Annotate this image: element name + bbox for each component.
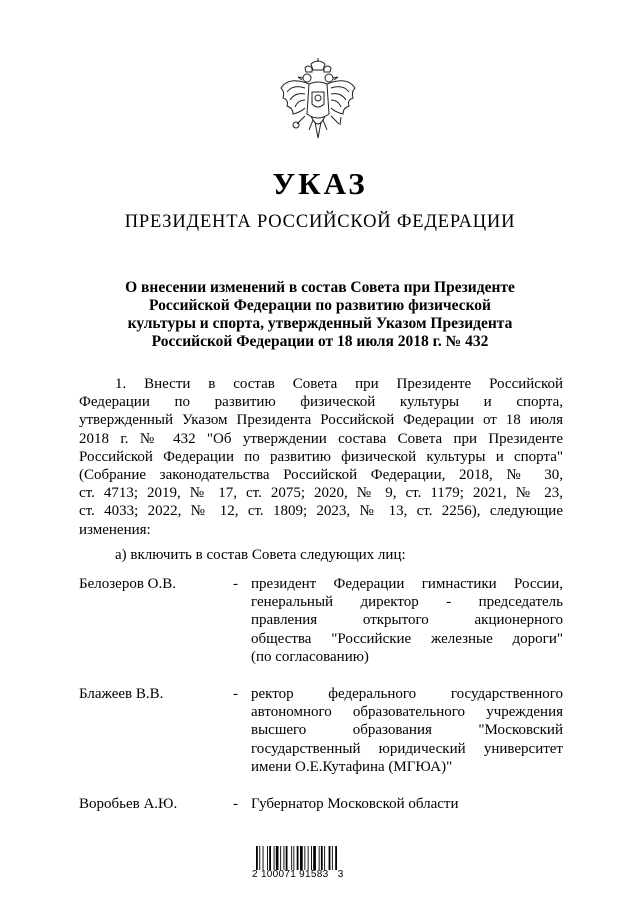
coat-of-arms-icon bbox=[275, 58, 361, 148]
paragraph-line: изменения: bbox=[79, 521, 151, 538]
decree-heading bbox=[90, 279, 550, 351]
barcode-bar bbox=[269, 846, 271, 870]
member-name: Блажеев В.В. bbox=[79, 686, 164, 702]
barcode-bar bbox=[284, 846, 285, 870]
subitem-a: а) включить в состав Совета следующих лиц: bbox=[115, 547, 406, 563]
document-subtitle: ПРЕЗИДЕНТА РОССИЙСКОЙ ФЕДЕРАЦИИ bbox=[124, 212, 516, 232]
barcode-bar bbox=[311, 846, 312, 870]
barcode-bar bbox=[274, 846, 275, 870]
heading-line: О внесении изменений в состав Совета при Президенте bbox=[125, 279, 515, 296]
barcode-bar bbox=[297, 846, 299, 870]
role-line: (по согласованию) bbox=[251, 648, 369, 665]
paragraph-line: Федерации по развитию физической культуры и спорта, bbox=[79, 394, 563, 411]
barcode-bar bbox=[256, 846, 258, 870]
barcode-bar bbox=[276, 846, 279, 870]
heading-line: культуры и спорта, утвержденный Указом Президента bbox=[127, 315, 513, 332]
barcode-bar bbox=[308, 846, 309, 870]
role-line: генеральный директор - председатель bbox=[251, 594, 563, 611]
role-line: автономного образовательного учреждения bbox=[251, 704, 563, 721]
barcode-bar bbox=[280, 846, 281, 870]
member-name: Воробьев А.Ю. bbox=[79, 796, 178, 812]
paragraph-line: утвержденный Указом Президента Российской Федерации от 18 июля bbox=[79, 412, 563, 429]
barcode-bar bbox=[293, 846, 294, 870]
heading-line: Российской Федерации от 18 июля 2018 г. № 432 bbox=[151, 333, 489, 350]
barcode-bar bbox=[321, 846, 323, 870]
heading-line: Российской Федерации по развитию физической bbox=[149, 297, 491, 314]
barcode-bar bbox=[286, 846, 288, 870]
role-line: государственный юридический университет bbox=[251, 740, 563, 757]
role-line: правления открытого акционерного bbox=[251, 612, 563, 629]
role-line: президент Федерации гимнастики России, bbox=[251, 576, 563, 592]
role-line: общества "Российские железные дороги" bbox=[251, 630, 563, 647]
role-line: Губернатор Московской области bbox=[251, 796, 459, 812]
role-line: высшего образования "Московский bbox=[251, 722, 563, 739]
barcode-bar bbox=[329, 846, 331, 870]
member-role bbox=[251, 685, 563, 776]
barcode-bar bbox=[332, 846, 333, 870]
paragraph-line: ст. 4033; 2022, № 12, ст. 1809; 2023, № 13, ст. 2256), следующие bbox=[79, 503, 563, 520]
barcode-bar bbox=[300, 846, 303, 870]
paragraph-line: (Собрание законодательства Российской Федерации, 2018, № 30, bbox=[79, 466, 563, 483]
paragraph-line: ст. 4713; 2019, № 17, ст. 2075; 2020, № 9, ст. 1179; 2021, № 23, bbox=[79, 485, 563, 502]
document-title: УКАЗ bbox=[272, 166, 368, 201]
barcode-bar bbox=[313, 846, 316, 870]
role-line: имени О.Е.Кутафина (МГЮА)" bbox=[251, 758, 453, 775]
barcode-bar bbox=[304, 846, 305, 870]
barcode-bar bbox=[267, 846, 268, 870]
barcode-bar bbox=[324, 846, 325, 870]
barcode-bar bbox=[291, 846, 292, 870]
member-dash: - bbox=[233, 686, 238, 702]
paragraph-line: 1. Внести в состав Совета при Президенте Российской bbox=[115, 376, 563, 392]
member-role bbox=[251, 575, 563, 666]
member-role bbox=[251, 795, 563, 813]
member-dash: - bbox=[233, 796, 238, 812]
member-name: Белозеров О.В. bbox=[79, 576, 177, 592]
role-line: ректор федерального государственного bbox=[251, 686, 563, 702]
paragraph-line: Российской Федерации по развитию физической культуры и спорта" bbox=[79, 448, 563, 465]
barcode-bar bbox=[259, 846, 260, 870]
barcode-bar bbox=[319, 846, 320, 870]
paragraph-1 bbox=[79, 375, 563, 539]
barcode-number: 2 100071 91583 3 bbox=[252, 869, 344, 880]
barcode-bar bbox=[335, 846, 337, 870]
member-dash: - bbox=[233, 576, 238, 592]
paragraph-line: 2018 г. № 432 "Об утверждении состава Совета при Президенте bbox=[79, 430, 563, 447]
barcode-bar bbox=[263, 846, 264, 870]
